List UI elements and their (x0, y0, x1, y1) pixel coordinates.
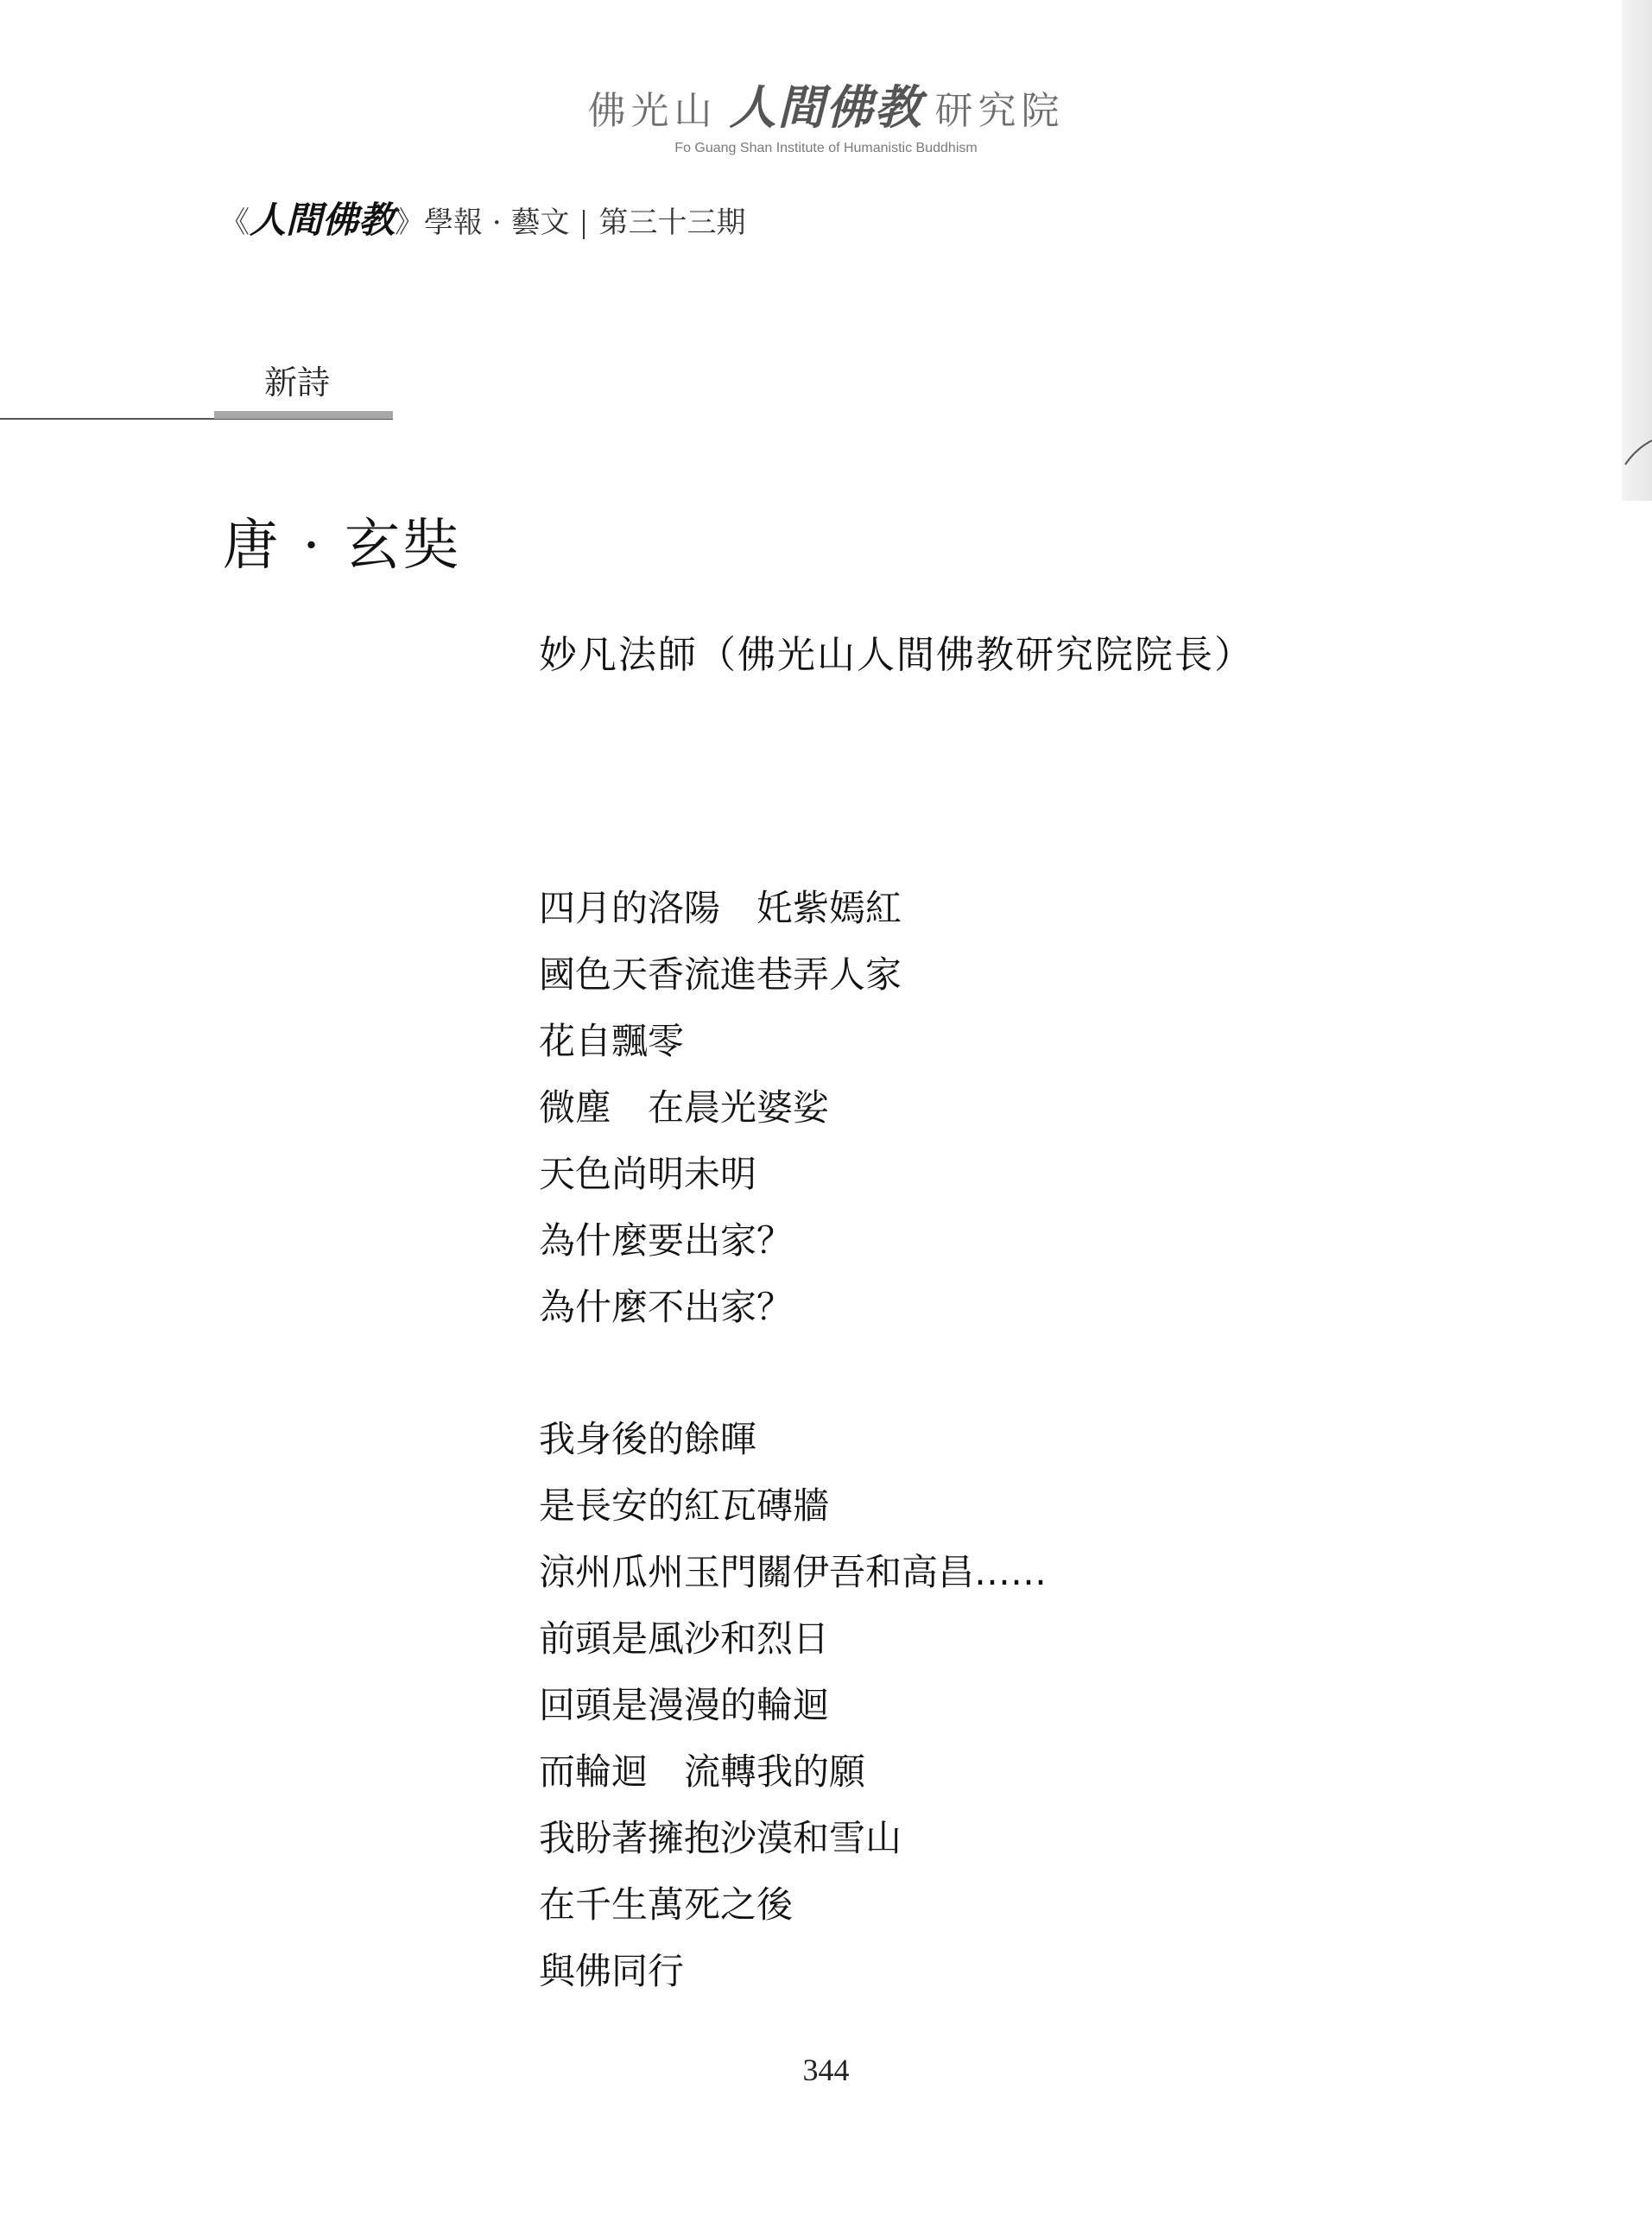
poem-body (539, 881, 1047, 2076)
journal-issue: 第三十三期 (598, 206, 746, 240)
poem-line: 為什麼不出家？ (539, 1286, 794, 1328)
page-edge-mark (1624, 432, 1652, 466)
poem-author: 妙凡法師（佛光山人間佛教研究院院長） (539, 633, 1254, 677)
poem-line: 為什麼要出家？ (539, 1219, 794, 1262)
poem-line: 我盼著擁抱沙漠和雪山 (539, 1817, 902, 1859)
institute-name (0, 71, 1652, 137)
section-label: 新詩 (264, 364, 331, 402)
institute-name-calligraphy: 人間佛教 (729, 79, 923, 135)
poem-line: 花自飄零 (539, 1020, 685, 1062)
poem-line: 與佛同行 (539, 1950, 685, 1992)
institute-name-prefix: 佛光山 (587, 89, 718, 133)
journal-open-bracket: 《 (220, 206, 250, 240)
poem-line: 回頭是漫漫的輪迴 (539, 1684, 830, 1726)
poem-line: 微塵 在晨光婆娑 (539, 1086, 830, 1129)
running-header (220, 192, 745, 244)
institute-logo (0, 71, 1652, 156)
journal-close-bracket: 》 (395, 206, 425, 240)
poem-line: 四月的洛陽 奼紫嫣紅 (539, 887, 902, 929)
poem-line: 涼州瓜州玉門關伊吾和高昌…… (539, 1551, 1048, 1593)
poem-title: 唐 · 玄奘 (223, 514, 463, 578)
section-rule-accent (214, 411, 393, 419)
institute-english-name: Fo Guang Shan Institute of Humanistic Buddhism (674, 141, 978, 155)
poem-line: 國色天香流進巷弄人家 (539, 953, 902, 996)
poem-line: 是長安的紅瓦磚牆 (539, 1484, 830, 1527)
poem-line: 而輪迴 流轉我的願 (539, 1750, 866, 1793)
stanza (539, 1412, 1047, 2010)
poem-line: 天色尚明未明 (539, 1153, 757, 1195)
poem-line: 我身後的餘暉 (539, 1418, 757, 1460)
poem-line: 前頭是風沙和烈日 (539, 1617, 830, 1660)
institute-name-suffix: 研究院 (934, 89, 1065, 133)
journal-section: 學報 · 藝文 (424, 206, 570, 240)
poem-line: 在千生萬死之後 (539, 1883, 794, 1926)
stanza (539, 881, 1047, 1346)
journal-title-calligraphy: 人間佛教 (250, 199, 396, 241)
header-divider (583, 210, 585, 239)
page-number: 344 (802, 2053, 850, 2087)
